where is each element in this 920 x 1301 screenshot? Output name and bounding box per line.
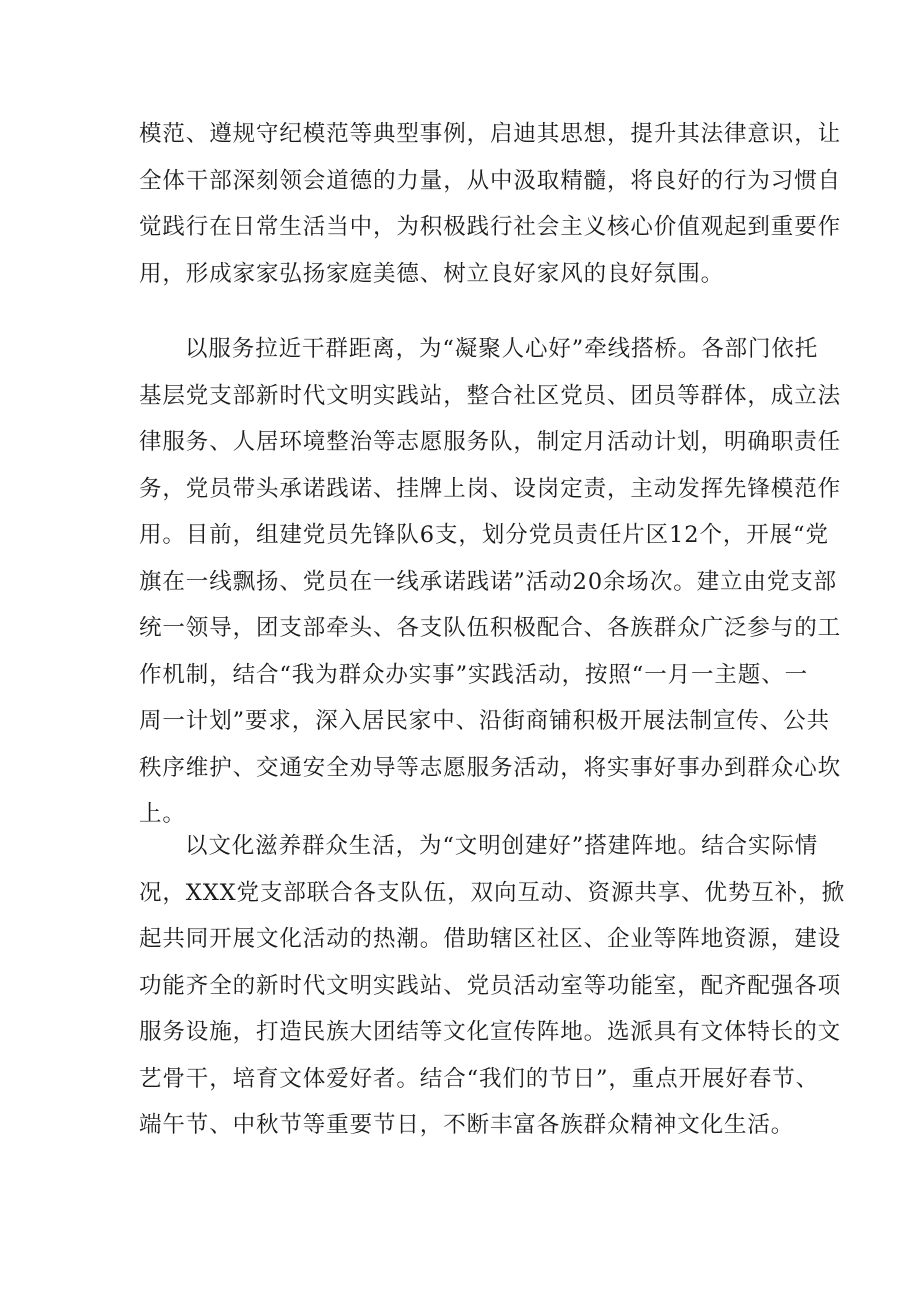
paragraph-line: 律服务、人居环境整治等志愿服务队，制定月活动计划，明确职责任	[139, 429, 842, 455]
paragraph-line: 模范、遵规守纪模范等典型事例，启迪其思想，提升其法律意识，让	[139, 121, 842, 147]
paragraph-line: 旗在一线飘扬、党员在一线承诺践诺”活动20余场次。建立由党支部	[139, 568, 838, 595]
paragraph-line: 服务设施，打造民族大团结等文化宣传阵地。选派具有文体特长的文	[139, 1019, 842, 1045]
paragraph-line: 功能齐全的新时代文明实践站、党员活动室等功能室，配齐配强各项	[139, 972, 842, 999]
paragraph-line: 端午节、中秋节等重要节日，不断丰富各族群众精神文化生活。	[139, 1112, 795, 1138]
paragraph-line: 作机制，结合“我为群众办实事”实践活动，按照“一月一主题、一	[139, 661, 809, 688]
paragraph-1	[139, 111, 842, 297]
paragraph-line: 务，党员带头承诺践诺、挂牌上岗、设岗定责，主动发挥先锋模范作	[139, 475, 842, 502]
paragraph-line: 况，XXX党支部联合各支队伍，双向互动、资源共享、优势互补，掀	[139, 879, 845, 906]
paragraph-line: 基层党支部新时代文明实践站，整合社区党员、团员等群体，成立法	[139, 382, 842, 409]
paragraph-line: 觉践行在日常生活当中，为积极践行社会主义核心价值观起到重要作	[139, 214, 842, 240]
paragraph-line: 周一计划”要求，深入居民家中、沿街商铺积极开展法制宣传、公共	[139, 708, 831, 734]
paragraph-line: 秩序维护、交通安全劝导等志愿服务活动，将实事好事办到群众心坎	[139, 754, 842, 781]
paragraph-2	[139, 326, 842, 838]
paragraph-line: 全体干部深刻领会道德的力量，从中汲取精髓，将良好的行为习惯自	[139, 167, 842, 194]
paragraph-line: 用，形成家家弘扬家庭美德、树立良好家风的良好氛围。	[139, 260, 725, 287]
paragraph-line: 以文化滋养群众生活，为“文明创建好”搭建阵地。结合实际情	[185, 833, 819, 859]
paragraph-line: 艺骨干，培育文体爱好者。结合“我们的节日”，重点开展好春节、	[139, 1065, 820, 1092]
paragraph-line: 用。目前，组建党员先锋队6支，划分党员责任片区12个，开展“党	[139, 522, 829, 548]
paragraph-3	[139, 823, 845, 1149]
paragraph-line: 以服务拉近干群距离，为“凝聚人心好”牵线搭桥。各部门依托	[185, 336, 819, 362]
paragraph-line: 起共同开展文化活动的热潮。借助辖区社区、企业等阵地资源，建设	[139, 926, 842, 952]
paragraph-line: 上。	[139, 801, 186, 827]
paragraph-line: 统一领导，团支部牵头、各支队伍积极配合、各族群众广泛参与的工	[139, 615, 842, 641]
